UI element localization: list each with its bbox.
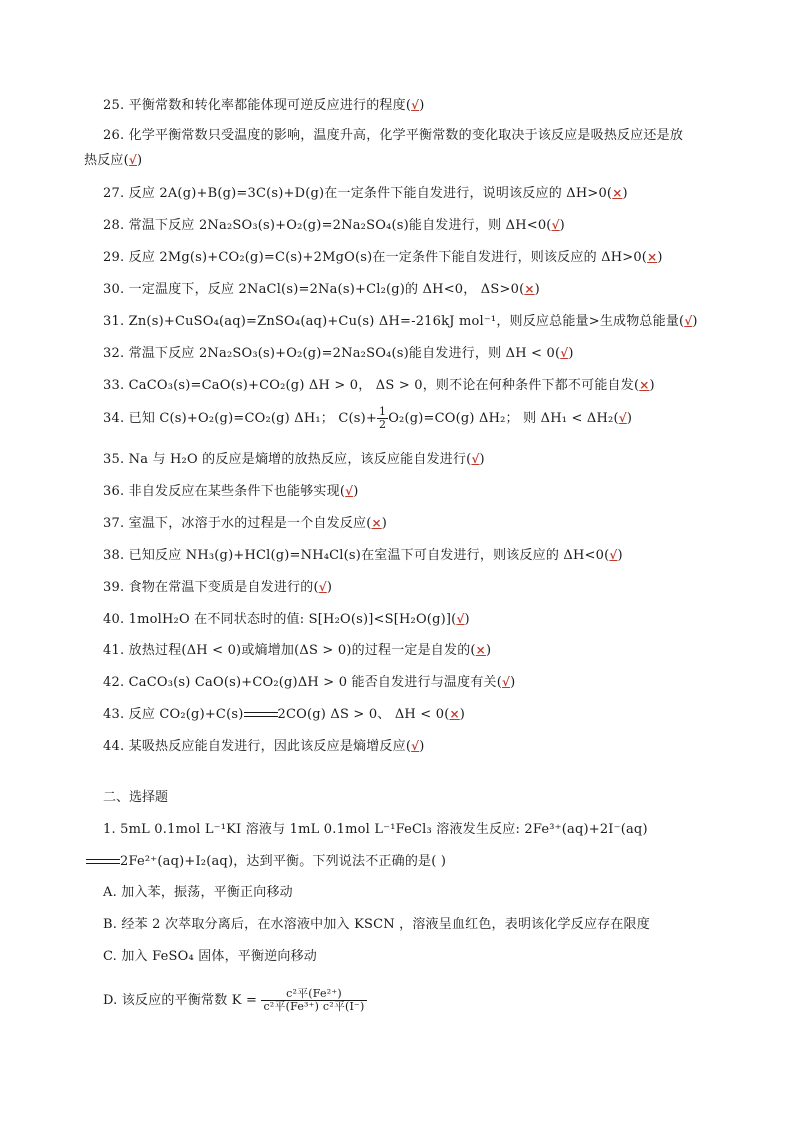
- section-title: 二、选择题: [103, 790, 169, 805]
- check-mark: √: [618, 411, 627, 425]
- cross-mark: ×: [371, 516, 382, 530]
- check-mark: √: [502, 675, 511, 689]
- question-1-line1: 1. 5mL 0.1mol L⁻¹KI 溶液与 1mL 0.1mol L⁻¹FeCl₃ 溶液发生反应: 2Fe³⁺(aq)+2I⁻(aq): [103, 822, 648, 837]
- item-34: 34. 已知 C(s)+O₂(g)=CO₂(g) ΔH₁； C(s)+ $\frac{1}{2}$ O₂(g)=CO(g) ΔH₂； 则 ΔH₁ < ΔH₂(√): [103, 405, 633, 431]
- item-32: 32. 常温下反应 2Na₂SO₃(s)+O₂(g)=2Na₂SO₄(s)能自发进行，则 ΔH < 0(√): [103, 346, 574, 361]
- cross-mark: ×: [647, 250, 658, 264]
- cross-mark: ×: [524, 282, 535, 296]
- check-mark: √: [551, 218, 560, 232]
- item-40: 40. 1molH₂O 在不同状态时的值: S[H₂O(s)]<S[H₂O(g)](√): [103, 612, 470, 627]
- option-a: A. 加入苯，振荡，平衡正向移动: [103, 885, 293, 900]
- item-25: 25. 平衡常数和转化率都能体现可逆反应进行的程度(√): [103, 98, 425, 113]
- check-mark: √: [471, 452, 480, 466]
- item-44: 44. 某吸热反应能自发进行，因此该反应是熵增反应(√): [103, 739, 425, 754]
- item-31: 31. Zn(s)+CuSO₄(aq)=ZnSO₄(aq)+Cu(s) ΔH=-216kJ mol⁻¹，则反应总能量>生成物总能量(√): [103, 314, 698, 329]
- item-41: 41. 放热过程(ΔH < 0)或熵增加(ΔS > 0)的过程一定是自发的(×): [103, 643, 492, 658]
- item-37: 37. 室温下，冰溶于水的过程是一个自发反应(×): [103, 516, 388, 531]
- cross-mark: ×: [449, 707, 460, 721]
- check-mark: √: [411, 98, 420, 112]
- item-26-cont: 热反应(√): [84, 153, 143, 168]
- cross-mark: ×: [612, 186, 623, 200]
- check-mark: √: [456, 612, 465, 626]
- question-1-line2: 2Fe²⁺(aq)+I₂(aq)，达到平衡。下列说法不正确的是( ): [86, 853, 446, 871]
- check-mark: √: [318, 580, 327, 594]
- item-43: 43. 反应 CO₂(g)+C(s) 2CO(g) ΔS > 0、 ΔH < 0(×): [103, 707, 466, 722]
- reversible-arrow-icon: [244, 711, 278, 719]
- item-36: 36. 非自发反应在某些条件下也能够实现(√): [103, 484, 359, 499]
- equilibrium-constant-fraction: $\frac{\text{c²平(Fe²⁺)}}{\text{c²平(Fe³⁺) c²平(I⁻)}}$: [263, 987, 365, 1013]
- item-39: 39. 食物在常温下变质是自发进行的(√): [103, 580, 333, 595]
- item-28: 28. 常温下反应 2Na₂SO₃(s)+O₂(g)=2Na₂SO₄(s)能自发进行，则 ΔH<0(√): [103, 218, 565, 233]
- item-33: 33. CaCO₃(s)=CaO(s)+CO₂(g) ΔH > 0， ΔS > 0，则不论在何种条件下都不可能自发(×): [103, 378, 655, 393]
- check-mark: √: [560, 346, 569, 360]
- cross-mark: ×: [475, 643, 486, 657]
- option-d: D. 该反应的平衡常数 K = $\frac{\text{c²平(Fe²⁺)}}{\text{c²平(Fe³⁺) c²平(I⁻)}}$: [103, 987, 365, 1013]
- cross-mark: ×: [639, 378, 650, 392]
- check-mark: √: [128, 153, 137, 167]
- item-42: 42. CaCO₃(s) CaO(s)+CO₂(g)ΔH > 0 能否自发进行与温度有关(√): [103, 675, 516, 690]
- item-29: 29. 反应 2Mg(s)+CO₂(g)=C(s)+2MgO(s)在一定条件下能自发进行，则该反应的 ΔH>0(×): [103, 250, 663, 265]
- item-30: 30. 一定温度下，反应 2NaCl(s)=2Na(s)+Cl₂(g)的 ΔH<0， ΔS>0(×): [103, 282, 540, 297]
- fraction-one-half: $\frac{1}{2}$: [378, 405, 387, 431]
- item-38: 38. 已知反应 NH₃(g)+HCl(g)=NH₄Cl(s)在室温下可自发进行，则该反应的 ΔH<0(√): [103, 548, 623, 563]
- item-27: 27. 反应 2A(g)+B(g)=3C(s)+D(g)在一定条件下能自发进行，说明该反应的 ΔH>0(×): [103, 186, 628, 201]
- option-b: B. 经苯 2 次萃取分离后，在水溶液中加入 KSCN ，溶液呈血红色，表明该化学反应存在限度: [103, 917, 650, 932]
- reversible-arrow-icon: [86, 858, 120, 866]
- check-mark: √: [345, 484, 354, 498]
- check-mark: √: [684, 314, 693, 328]
- option-c: C. 加入 FeSO₄ 固体，平衡逆向移动: [103, 949, 317, 964]
- check-mark: √: [609, 548, 618, 562]
- check-mark: √: [411, 739, 420, 753]
- item-26: 26. 化学平衡常数只受温度的影响，温度升高，化学平衡常数的变化取决于该反应是吸热反应还是放: [103, 128, 684, 143]
- item-35: 35. Na 与 H₂O 的反应是熵增的放热反应，该反应能自发进行(√): [103, 452, 485, 467]
